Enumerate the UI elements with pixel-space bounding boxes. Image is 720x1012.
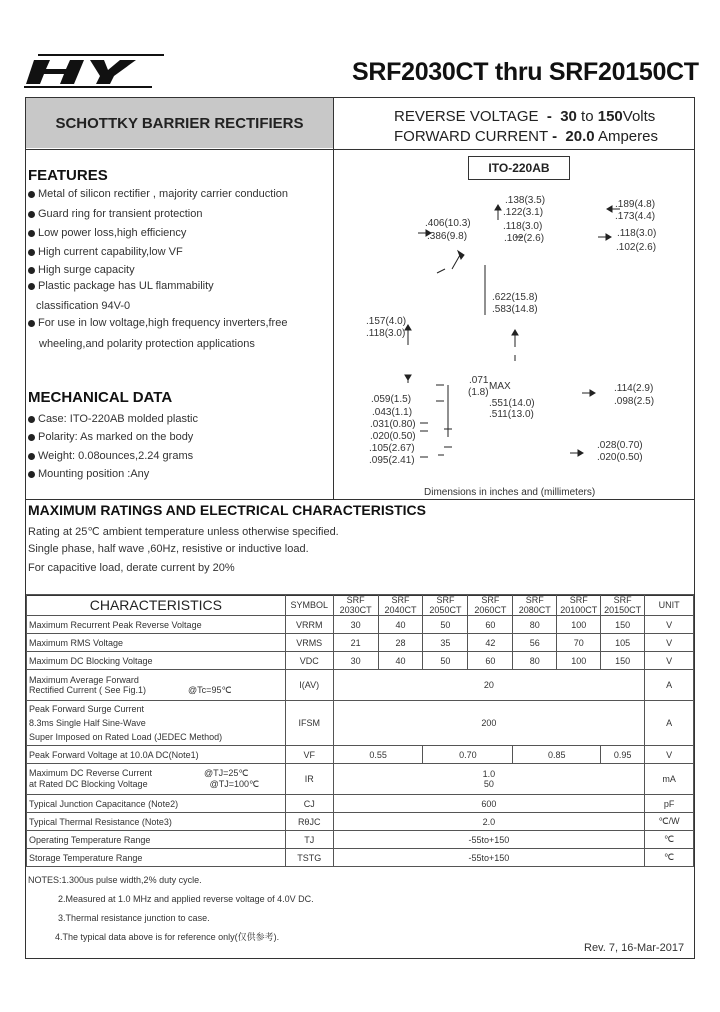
row-symbol: RθJC: [285, 813, 333, 831]
table-row: [27, 616, 694, 634]
cell-value: 28: [378, 634, 423, 652]
note: 4.The typical data above is for reference only(仅供参考).: [55, 932, 280, 942]
part-header: SRF 2080CT: [513, 595, 557, 616]
cell-value: 50: [423, 652, 468, 670]
dim-label: MAX: [489, 381, 511, 392]
row-label: Maximum DC Reverse Current @TJ=25℃ at Rated DC Blocking Voltage @TJ=100℃: [27, 764, 286, 795]
part-header: SRF 2060CT: [468, 595, 513, 616]
table-row: [27, 746, 694, 764]
row-unit: A: [645, 670, 694, 701]
feature-item: High surge capacity: [28, 264, 135, 276]
row-symbol: TJ: [285, 831, 333, 849]
mechanical-heading: MECHANICAL DATA: [28, 389, 173, 406]
company-logo: [24, 52, 164, 90]
ratings-table: [26, 594, 694, 867]
reverse-voltage-spec: REVERSE VOLTAGE - 30 to 150Volts: [394, 108, 656, 125]
bullet-icon: [28, 416, 35, 423]
cell-value: 35: [423, 634, 468, 652]
cell-value: 80: [513, 616, 557, 634]
product-type: SCHOTTKY BARRIER RECTIFIERS: [55, 115, 304, 132]
row-label: Peak Forward Voltage at 10.0A DC(Note1): [27, 746, 286, 764]
row-unit: V: [645, 616, 694, 634]
ratings-heading: MAXIMUM RATINGS AND ELECTRICAL CHARACTERISTICS: [28, 502, 426, 518]
dim-label: .118(3.0): [366, 328, 406, 339]
row-label: Maximum RMS Voltage: [27, 634, 286, 652]
cell-value: 20: [333, 670, 644, 701]
table-row: [27, 634, 694, 652]
dim-label: .622(15.8): [492, 292, 538, 303]
bullet-icon: [28, 453, 35, 460]
row-label: Peak Forward Surge Current 8.3ms Single Half Sine-Wave Super Imposed on Rated Load (JEDEC Method): [27, 701, 286, 746]
cell-value: 30: [333, 616, 378, 634]
dim-label: .031(0.80): [370, 419, 416, 430]
table-row: [27, 670, 694, 701]
row-unit: V: [645, 746, 694, 764]
table-header-row: [27, 595, 694, 616]
cell-value: 0.85: [513, 746, 601, 764]
row-unit: V: [645, 634, 694, 652]
cell-value: 21: [333, 634, 378, 652]
table-row: [27, 813, 694, 831]
cell-value: 150: [601, 652, 645, 670]
row-unit: A: [645, 701, 694, 746]
characteristics-header: CHARACTERISTICS: [27, 595, 286, 616]
row-symbol: VRMS: [285, 634, 333, 652]
table-row: [27, 764, 694, 795]
row-symbol: IFSM: [285, 701, 333, 746]
mechanical-item: Weight: 0.08ounces,2.24 grams: [28, 450, 193, 462]
feature-item: For use in low voltage,high frequency inverters,free: [28, 317, 287, 329]
cell-value: 0.95: [601, 746, 645, 764]
bullet-icon: [28, 283, 35, 290]
feature-item: Low power loss,high efficiency: [28, 227, 186, 239]
row-unit: pF: [645, 795, 694, 813]
dim-label: .386(9.8): [427, 231, 468, 242]
bullet-icon: [28, 267, 35, 274]
notes-block: [28, 871, 314, 947]
dim-label: .173(4.4): [615, 211, 656, 222]
cell-value: 1.0 50: [333, 764, 644, 795]
row-symbol: I(AV): [285, 670, 333, 701]
bullet-icon: [28, 191, 35, 198]
mechanical-item: Mounting position :Any: [28, 468, 149, 480]
dim-label: .551(14.0): [489, 398, 535, 409]
revision-info: Rev. 7, 16-Mar-2017: [584, 942, 685, 954]
cell-value: 2.0: [333, 813, 644, 831]
rating-condition: Single phase, half wave ,60Hz, resistive or inductive load.: [28, 543, 309, 555]
cell-value: 600: [333, 795, 644, 813]
row-unit: ℃: [645, 831, 694, 849]
dim-label: .583(14.8): [492, 304, 538, 315]
cell-value: 105: [601, 634, 645, 652]
row-symbol: IR: [285, 764, 333, 795]
row-label: Maximum Recurrent Peak Reverse Voltage: [27, 616, 286, 634]
table-row: [27, 849, 694, 867]
dim-label: .043(1.1): [372, 407, 413, 418]
part-header: SRF 20150CT: [601, 595, 645, 616]
dimensions-caption: Dimensions in inches and (millimeters): [424, 487, 596, 498]
forward-current-spec: FORWARD CURRENT - 20.0 Amperes: [394, 128, 658, 145]
row-label: Maximum Average Forward Rectified Current ( See Fig.1) @Tc=95℃: [27, 670, 286, 701]
row-symbol: VDC: [285, 652, 333, 670]
feature-item-continued: wheeling,and polarity protection applications: [39, 338, 255, 350]
dim-label: .102(2.6): [616, 242, 657, 253]
dim-label: .118(3.0): [617, 228, 657, 239]
cell-value: 30: [333, 652, 378, 670]
cell-value: 100: [557, 616, 601, 634]
bullet-icon: [28, 211, 35, 218]
cell-value: 0.55: [333, 746, 423, 764]
feature-item: High current capability,low VF: [28, 246, 183, 258]
document-title: SRF2030CT thru SRF20150CT: [352, 58, 699, 86]
dim-label: .157(4.0): [366, 316, 407, 327]
cell-value: 60: [468, 616, 513, 634]
symbol-header: SYMBOL: [285, 595, 333, 616]
row-symbol: TSTG: [285, 849, 333, 867]
cell-value: 0.70: [423, 746, 513, 764]
row-symbol: VRRM: [285, 616, 333, 634]
dim-label: .105(2.67): [369, 443, 415, 454]
row-label: Storage Temperature Range: [27, 849, 286, 867]
table-row: [27, 831, 694, 849]
part-header: SRF 2030CT: [333, 595, 378, 616]
note: 2.Measured at 1.0 MHz and applied reverse voltage of 4.0V DC.: [58, 894, 314, 904]
rating-condition: For capacitive load, derate current by 20%: [28, 562, 235, 574]
note: NOTES:1.300us pulse width,2% duty cycle.: [28, 875, 202, 885]
cell-value: 42: [468, 634, 513, 652]
dim-label: .071: [469, 375, 489, 386]
note: 3.Thermal resistance junction to case.: [58, 913, 210, 923]
feature-item: Metal of silicon rectifier , majority carrier conduction: [28, 188, 288, 200]
cell-value: 40: [378, 652, 423, 670]
row-label: Maximum DC Blocking Voltage: [27, 652, 286, 670]
mechanical-item: Case: ITO-220AB molded plastic: [28, 413, 198, 425]
part-header: SRF 20100CT: [557, 595, 601, 616]
row-unit: V: [645, 652, 694, 670]
rating-condition: Rating at 25℃ ambient temperature unless otherwise specified.: [28, 526, 339, 538]
cell-value: 100: [557, 652, 601, 670]
row-symbol: VF: [285, 746, 333, 764]
dim-label: .118(3.0): [503, 221, 543, 232]
dim-label: .059(1.5): [371, 394, 412, 405]
dim-label: .102(2.6): [504, 233, 545, 244]
dim-label: .189(4.8): [615, 199, 656, 210]
part-header: SRF 2040CT: [378, 595, 423, 616]
cell-value: -55to+150: [333, 831, 644, 849]
bullet-icon: [28, 249, 35, 256]
dim-label: .406(10.3): [425, 218, 471, 229]
package-name: ITO-220AB: [468, 156, 570, 180]
cell-value: 60: [468, 652, 513, 670]
row-unit: mA: [645, 764, 694, 795]
cell-value: -55to+150: [333, 849, 644, 867]
row-label: Typical Thermal Resistance (Note3): [27, 813, 286, 831]
cell-value: 80: [513, 652, 557, 670]
cell-value: 150: [601, 616, 645, 634]
dim-label: .122(3.1): [503, 207, 544, 218]
table-row: [27, 652, 694, 670]
dim-label: (1.8): [468, 387, 489, 398]
unit-header: UNIT: [645, 595, 694, 616]
part-header: SRF 2050CT: [423, 595, 468, 616]
mechanical-item: Polarity: As marked on the body: [28, 431, 193, 443]
cell-value: 56: [513, 634, 557, 652]
row-unit: ℃/W: [645, 813, 694, 831]
dim-label: .028(0.70): [597, 440, 643, 451]
dim-label: .138(3.5): [505, 195, 546, 206]
dim-label: .020(0.50): [370, 431, 416, 442]
dim-label: .098(2.5): [614, 396, 655, 407]
row-label: Typical Junction Capacitance (Note2): [27, 795, 286, 813]
bullet-icon: [28, 230, 35, 237]
dim-label: .114(2.9): [614, 383, 654, 394]
feature-item: Plastic package has UL flammability: [28, 280, 214, 292]
bullet-icon: [28, 320, 35, 327]
dim-label: .020(0.50): [597, 452, 643, 463]
bullet-icon: [28, 471, 35, 478]
row-unit: ℃: [645, 849, 694, 867]
cell-value: 40: [378, 616, 423, 634]
cell-value: 70: [557, 634, 601, 652]
cell-value: 50: [423, 616, 468, 634]
cell-value: 200: [333, 701, 644, 746]
row-label: Operating Temperature Range: [27, 831, 286, 849]
table-row: [27, 701, 694, 746]
dim-label: .095(2.41): [369, 455, 415, 466]
dim-label: .511(13.0): [489, 409, 534, 420]
feature-item-continued: classification 94V-0: [36, 300, 131, 312]
bullet-icon: [28, 434, 35, 441]
row-symbol: CJ: [285, 795, 333, 813]
table-row: [27, 795, 694, 813]
features-heading: FEATURES: [28, 167, 108, 184]
feature-item: Guard ring for transient protection: [28, 208, 202, 220]
